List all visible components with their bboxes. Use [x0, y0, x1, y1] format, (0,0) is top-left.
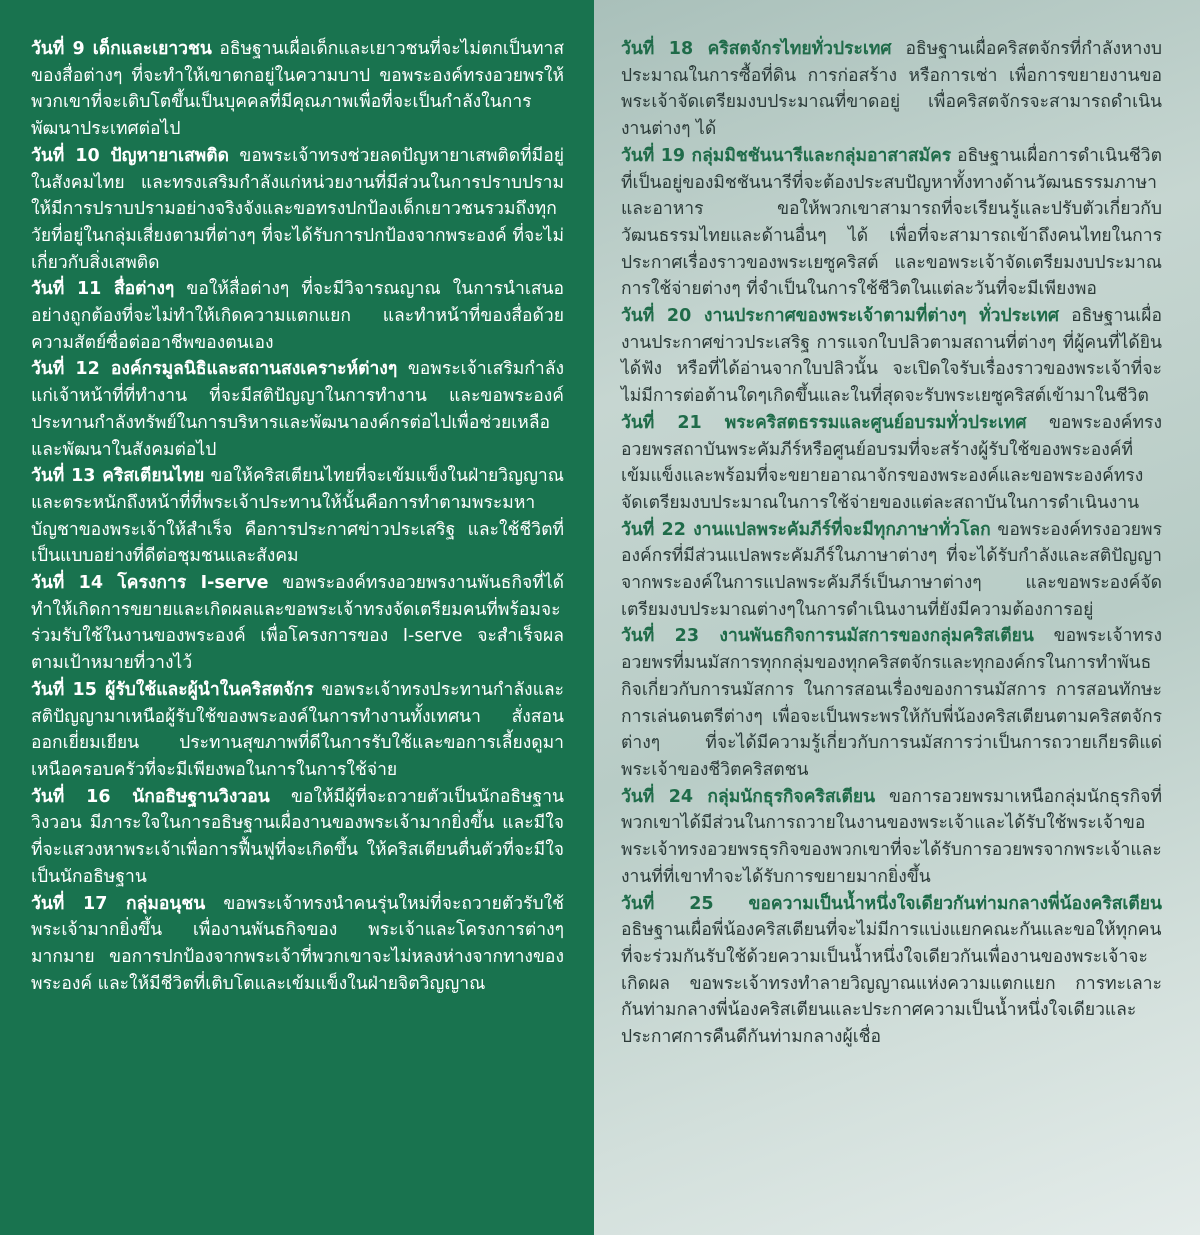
prayer-entry-day-9 — [31, 36, 564, 143]
prayer-entry-day-21 — [621, 410, 1162, 517]
entry-heading: วันที่ 23 งานพันธกิจการนมัสการของกลุ่มคริสเตียน — [621, 626, 1034, 647]
entry-heading: วันที่ 24 กลุ่มนักธุรกิจคริสเตียน — [621, 786, 876, 807]
prayer-entry-day-22 — [621, 517, 1162, 624]
right-column — [594, 0, 1200, 1235]
entry-body: อธิษฐานเผื่อพี่น้องคริสเตียนที่จะไม่มีการแบ่งแยกคณะกันและขอให้ทุกคนที่จะร่วมกันรับใช้ด้วยความเป็นน้ำหนึ่งใจเดียวกันเพื่องานของพระเจ้าจะเกิดผล ขอพระเจ้าทรงทำลายวิญญาณแห่งความแตกแยก การทะเลาะกันท่ามกลางพี่น้องคริสเตียนและประกาศความเป็นน้ำหนึ่งใจเดียวและประกาศการคืนดีกันท่ามกลางผู้เชื่อ — [621, 920, 1162, 1048]
entry-body: ขอพระเจ้าเสริมกำลังแก่เจ้าหน้าที่ที่ทำงาน ที่จะมีสติปัญญาในการทำงาน และขอพระองค์ประทานกำลังทรัพย์ในการบริหารและพัฒนาองค์กรต่อไปเพื่อช่วยเหลือและพัฒนาในสังคมต่อไป — [31, 359, 564, 460]
prayer-entry-day-18 — [621, 36, 1162, 143]
prayer-entry-day-15 — [31, 677, 564, 784]
entry-body: อธิษฐานเผื่องานประกาศข่าวประเสริฐ การแจกใบปลิวตามสถานที่ต่างๆ ที่ผู้คนที่ได้ยินได้ฟัง หรือที่ได้อ่านจากใบปลิวนั้น จะเปิดใจรับเรื่องราวของพระเจ้าที่จะไม่มีการต่อต้านใดๆเกิดขึ้นและในที่สุดจะรับพระเยซูคริสต์เข้ามาในชีวิต — [621, 306, 1163, 407]
prayer-entry-day-10 — [31, 143, 564, 277]
entry-heading: วันที่ 13 คริสเตียนไทย — [31, 466, 205, 487]
entry-heading: วันที่ 20 งานประกาศของพระเจ้าตามที่ต่างๆ ทั่วประเทศ — [621, 306, 1059, 327]
entry-heading: วันที่ 22 งานแปลพระคัมภีร์ที่จะมีทุกภาษาทั่วโลก — [621, 519, 991, 540]
prayer-entry-day-23 — [621, 623, 1162, 783]
entry-body: อธิษฐานเผื่อเด็กและเยาวชนที่จะไม่ตกเป็นทาสของสื่อต่างๆ ที่จะทำให้เขาตกอยู่ในความบาป ขอพระองค์ทรงอวยพรให้พวกเขาที่จะเติบโตขึ้นเป็นบุคคลที่มีคุณภาพเพื่อที่จะเป็นกำลังในการพัฒนาประเทศต่อไป — [31, 39, 564, 140]
entry-body: ขอให้สื่อต่างๆ ที่จะมีวิจารณญาณ ในการนำเสนออย่างถูกต้องที่จะไม่ทำให้เกิดความแตกแยก และทำหน้าที่ของสื่อด้วยความสัตย์ซื่อต่ออาชีพของตนเอง — [31, 279, 564, 353]
entry-heading: วันที่ 9 เด็กและเยาวชน — [31, 39, 212, 59]
entry-body: ขอการอวยพรมาเหนือกลุ่มนักธุรกิจที่พวกเขาได้มีส่วนในการถวายในงานของพระเจ้าและได้รับใช้พระเจ้าขอพระเจ้าทรงอวยพรธุรกิจของพวกเขาที่จะได้รับการอวยพรจากพระเจ้าและงานที่ที่เขาทำจะได้รับการขยายมากยิ่งขึ้น — [621, 786, 1162, 887]
entry-heading: วันที่ 10 ปัญหายาเสพติด — [31, 145, 229, 166]
entry-body: ขอพระองค์ทรงอวยพรงานพันธกิจที่ได้ทำให้เกิดการขยายและเกิดผลและขอพระเจ้าทรงจัดเตรียมคนที่พร้อมจะร่วมรับใช้ในงานของพระองค์ เพื่อโครงการของ I-serve จะสำเร็จผลตามเป้าหมายที่วางไว้ — [31, 573, 564, 674]
left-column — [0, 0, 594, 1235]
entry-heading: วันที่ 19 กลุ่มมิชชันนารีและกลุ่มอาสาสมัคร — [621, 145, 952, 166]
entry-heading: วันที่ 16 นักอธิษฐานวิงวอน — [31, 786, 270, 807]
entry-heading: วันที่ 14 โครงการ I-serve — [31, 573, 269, 594]
entry-heading: วันที่ 21 พระคริสตธรรมและศูนย์อบรมทั่วประเทศ — [621, 412, 1027, 433]
prayer-entry-day-19 — [621, 143, 1162, 303]
entry-heading: วันที่ 12 องค์กรมูลนิธิและสถานสงเคราะห์ต่างๆ — [31, 359, 398, 380]
entry-body: ขอพระเจ้าทรงอวยพรที่มนมัสการทุกกลุ่มของทุกคริสตจักรและทุกองค์กรในการทำพันธกิจเกี่ยวกับการนมัสการ ในการสอนเรื่องของการนมัสการ การสอนทักษะการเล่นดนตรีต่างๆ เพื่อจะเป็นพระพรให้กับพี่น้องคริสเตียนตามคริสตจักรต่างๆ ที่จะได้มีความรู้เกี่ยวกับการนมัสการว่าเป็นการถวายเกียรติแด่พระเจ้าของชีวิตคริสตชน — [621, 626, 1162, 780]
entry-body: ขอพระเจ้าทรงนำคนรุ่นใหม่ที่จะถวายตัวรับใช้พระเจ้ามากยิ่งขึ้น เพื่องานพันธกิจของ พระเจ้าและโครงการต่างๆ มากมาย ขอการปกป้องจากพระเจ้าที่พวกเขาจะไม่หลงห่างจากทางของพระองค์ และให้มีชีวิตที่เติบโตและเข้มแข็งในฝ่ายจิตวิญญาณ — [31, 893, 564, 994]
prayer-entry-day-12 — [31, 356, 564, 463]
entry-heading: วันที่ 11 สื่อต่างๆ — [31, 279, 175, 300]
entry-body: อธิษฐานเผื่อการดำเนินชีวิตที่เป็นอยู่ของมิชชันนารีที่จะต้องประสบปัญหาทั้งทางด้านวัฒนธรรมภาษาและอาหาร ขอให้พวกเขาสามารถที่จะเรียนรู้และปรับตัวเกี่ยวกับวัฒนธรรมไทยและด้านอื่นๆ ได้ เพื่อที่จะสามารถเข้าถึงคนไทยในการประกาศเรื่องราวของพระเยซูคริสต์ และขอพระเจ้าจัดเตรียมงบประมาณการใช้จ่ายต่างๆ ที่จำเป็นในการใช้ชีวิตในแต่ละวันที่จะมีเพียงพอ — [621, 145, 1162, 300]
prayer-entry-day-14 — [31, 570, 564, 677]
prayer-entry-day-11 — [31, 276, 564, 356]
prayer-entry-day-17 — [31, 891, 564, 998]
entry-heading: วันที่ 15 ผู้รับใช้และผู้นำในคริสตจักร — [31, 679, 314, 700]
entry-body: ขอพระเจ้าทรงช่วยลดปัญหายาเสพติดที่มีอยู่ในสังคมไทย และทรงเสริมกำลังแก่หน่วยงานที่มีส่วนในการปราบปรามให้มีการปราบปรามอย่างจริงจังและขอทรงปกป้องเด็กเยาวชนรวมถึงทุกวัยที่อยู่ในกลุ่มเสี่ยงตามที่ต่างๆ ที่จะได้รับการปกป้องจากพระองค์ ที่จะไม่เกี่ยวกับสิ่งเสพติด — [31, 145, 564, 273]
entry-body: ขอพระองค์ทรงอวยพรองค์กรที่มีส่วนแปลพระคัมภีร์ในภาษาต่างๆ ที่จะได้รับกำลังและสติปัญญาจากพระองค์ในการแปลพระคัมภีร์เป็นภาษาต่างๆ และขอพระองค์จัดเตรียมงบประมาณต่างๆในการดำเนินงานที่ยังมีความต้องการอยู่ — [621, 519, 1162, 620]
prayer-entry-day-13 — [31, 463, 564, 570]
prayer-entry-day-25 — [621, 891, 1162, 1051]
entry-body: ขอพระเจ้าทรงประทานกำลังและสติปัญญามาเหนือผู้รับใช้ของพระองค์ในการทำงานทั้งเทศนา สั่งสอน ออกเยี่ยมเยียน ประทานสุขภาพที่ดีในการรับใช้และขอการเลี้ยงดูมาเหนือครอบครัวที่จะมีเพียงพอในการในการใช้จ่าย — [31, 679, 564, 780]
entry-body: อธิษฐานเผื่อคริสตจักรที่กำลังหางบประมาณในการซื้อที่ดิน การก่อสร้าง หรือการเช่า เพื่อการขยายงานขอพระเจ้าจัดเตรียมงบประมาณที่ขาดอยู่ เพื่อคริสตจักรจะสามารถดำเนินงานต่างๆ ได้ — [621, 39, 1162, 140]
prayer-entry-day-24 — [621, 784, 1162, 891]
entry-heading: วันที่ 25 ขอความเป็นน้ำหนึ่งใจเดียวกันท่ามกลางพี่น้องคริสเตียน — [621, 893, 1162, 914]
entry-body: ขอให้มีผู้ที่จะถวายตัวเป็นนักอธิษฐานวิงวอน มีภาระใจในการอธิษฐานเผื่องานของพระเจ้ามากยิ่งขึ้น และมีใจที่จะแสวงหาพระเจ้าเพื่อการฟื้นฟูที่จะเกิดขึ้น ให้คริสเตียนตื่นตัวที่จะมีใจเป็นนักอธิษฐาน — [31, 786, 564, 887]
entry-body: ขอพระองค์ทรงอวยพรสถาบันพระคัมภีร์หรือศูนย์อบรมที่จะสร้างผู้รับใช้ของพระองค์ที่เข้มแข็งและพร้อมที่จะขยายอาณาจักรของพระองค์และขอพระองค์ทรงจัดเตรียมงบประมาณในการใช้จ่ายของแต่ละสถาบันในการดำเนินงาน — [621, 412, 1162, 513]
entry-body: ขอให้คริสเตียนไทยที่จะเข้มแข็งในฝ่ายวิญญาณ และตระหนักถึงหน้าที่ที่พระเจ้าประทานให้นั้นคือการทำตามพระมหาบัญชาของพระเจ้าให้สำเร็จ คือการประกาศข่าวประเสริฐ และใช้ชีวิตที่เป็นแบบอย่างที่ดีต่อชุมชนและสังคม — [31, 466, 564, 567]
prayer-entry-day-16 — [31, 784, 564, 891]
entry-heading: วันที่ 17 กลุ่มอนุชน — [31, 893, 206, 914]
entry-heading: วันที่ 18 คริสตจักรไทยทั่วประเทศ — [621, 39, 892, 59]
prayer-entry-day-20 — [621, 303, 1162, 410]
